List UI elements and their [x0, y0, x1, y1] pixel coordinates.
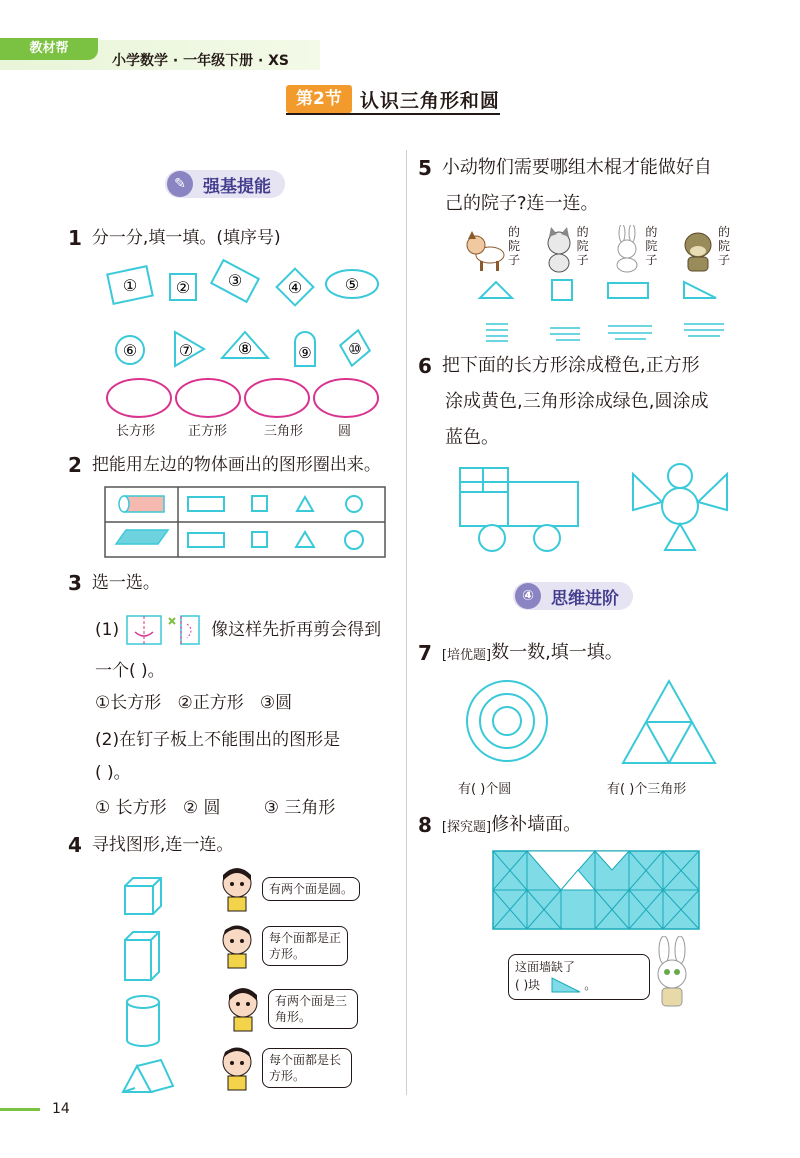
- section-advanced-label: 思维进阶: [551, 588, 619, 609]
- dog-label: 的院子: [508, 225, 521, 267]
- section-basic: [165, 170, 285, 198]
- animal-horse[interactable]: [678, 225, 732, 273]
- cylinder-solid[interactable]: [127, 996, 159, 1046]
- q3-p1-text: 像这样先折再剪会得到: [211, 620, 382, 640]
- yard-square[interactable]: [552, 280, 572, 300]
- animal-rabbit[interactable]: [609, 225, 659, 273]
- category-triangle: 三角形: [264, 424, 304, 439]
- q3-text: 选一选。: [91, 573, 160, 593]
- q1-shape-4: [277, 269, 314, 306]
- q3-p1-label: (1): [95, 620, 120, 640]
- row2-square[interactable]: [252, 532, 267, 547]
- q8-bubble-line1: 这面墙缺了: [515, 960, 576, 974]
- header-subject: 小学数学 · 一年级下册 · XS: [112, 53, 290, 69]
- q8-number: 8: [418, 813, 432, 837]
- q3-p1-options: ①长方形 ②正方形 ③圆: [95, 693, 293, 713]
- stick-group-1[interactable]: [486, 324, 508, 341]
- q1-shape-10: [337, 328, 373, 369]
- q5-animals: [462, 225, 732, 273]
- q4-number: 4: [68, 833, 82, 857]
- q3-p2-options: ① 长方形 ② 圆 ③ 三角形: [95, 798, 336, 818]
- svg-text:⑥: ⑥: [122, 341, 138, 360]
- angel-figure[interactable]: [633, 464, 727, 550]
- horse-icon: [678, 225, 718, 273]
- svg-text:⑧: ⑧: [237, 339, 253, 358]
- q1-shape-6: [116, 336, 144, 364]
- sort-oval-triangle[interactable]: [245, 379, 309, 417]
- q3-number: 3: [68, 571, 82, 595]
- q7-figures: [455, 677, 755, 769]
- q7-caption-circles[interactable]: 有( )个圆: [458, 782, 512, 797]
- q6-text-1: 把下面的长方形涂成橙色,正方形: [441, 355, 700, 376]
- svg-text:④: ④: [287, 278, 303, 297]
- rabbit-label: 的院子: [645, 225, 658, 267]
- svg-text:⑦: ⑦: [178, 341, 194, 360]
- q2-number: 2: [68, 453, 82, 477]
- small-triangle-icon: [550, 976, 582, 994]
- row1-rectangle[interactable]: [188, 497, 224, 511]
- column-divider: [406, 150, 407, 1095]
- q1-number: 1: [68, 226, 82, 250]
- q8-tag: [探究题]: [441, 819, 492, 835]
- svg-text:②: ②: [175, 278, 191, 297]
- q2-table: [104, 486, 386, 558]
- q1-shape-1: [107, 266, 152, 304]
- q3-part1: [95, 614, 381, 646]
- wall-grid: [492, 850, 702, 932]
- section-basic-label: 强基提能: [203, 176, 271, 197]
- q6-text-3: 蓝色。: [445, 427, 499, 448]
- question-6: [418, 353, 708, 451]
- q1-category-labels: [116, 420, 351, 439]
- q4-kid-1: [216, 865, 360, 913]
- row1-square[interactable]: [252, 496, 267, 511]
- concentric-circles: [467, 681, 547, 761]
- cube-solid[interactable]: [125, 878, 161, 914]
- q8-bubble[interactable]: [508, 954, 650, 1000]
- q4-bubble-3[interactable]: 有两个面是三角形。: [268, 989, 358, 1029]
- horse-label: 的院子: [717, 225, 730, 267]
- q4-solids: [115, 870, 175, 1100]
- q1-shape-7: [175, 332, 204, 366]
- dog-icon: [462, 225, 508, 273]
- page-title: [286, 85, 500, 115]
- q1-shape-8: [222, 332, 268, 358]
- header-tag: 教材帮: [0, 38, 98, 60]
- question-2: [68, 452, 381, 478]
- q3-p1-blank: 一个( )。: [95, 661, 165, 681]
- rabbit-mascot-icon: [648, 936, 696, 1012]
- cuboid-solid[interactable]: [125, 932, 159, 980]
- svg-text:⑨: ⑨: [298, 344, 312, 362]
- svg-text:①: ①: [122, 276, 138, 295]
- q4-kid-2: [216, 922, 348, 970]
- q4-bubble-4[interactable]: 每个面都是长方形。: [262, 1048, 352, 1088]
- question-4: [68, 832, 233, 858]
- svg-text:⑩: ⑩: [348, 340, 362, 358]
- animal-dog[interactable]: [462, 225, 522, 273]
- cat-icon: [541, 225, 577, 273]
- q1-shape-9: [295, 332, 315, 366]
- q5-text-2: 己的院子?连一连。: [445, 193, 599, 214]
- q7-caption-triangles[interactable]: 有( )个三角形: [607, 782, 687, 797]
- stick-group-4[interactable]: [684, 324, 724, 336]
- q6-figures: [455, 462, 755, 557]
- svg-text:③: ③: [227, 271, 243, 290]
- prism-object: [116, 530, 168, 544]
- q3-p2-blank: ( )。: [95, 763, 131, 783]
- pencil-icon: ✎: [167, 171, 193, 197]
- stick-group-3[interactable]: [608, 326, 652, 339]
- title-topic: 认识三角形和圆: [359, 89, 500, 112]
- sort-oval-rectangle[interactable]: [107, 379, 171, 417]
- page-number: 14: [52, 1101, 70, 1117]
- cat-label: 的院子: [576, 225, 589, 267]
- q1-shape-5: [326, 270, 378, 298]
- q7-text: 数一数,填一填。: [491, 642, 623, 663]
- girl-avatar-icon: [222, 985, 264, 1033]
- q4-kid-4: [216, 1044, 352, 1092]
- q5-text-1: 小动物们需要哪组木棍才能做好自: [441, 157, 712, 178]
- sort-oval-square[interactable]: [176, 379, 240, 417]
- q8-bubble-end: 。: [584, 978, 597, 992]
- sort-oval-circle[interactable]: [314, 379, 378, 417]
- q1-shape-3: [211, 260, 259, 302]
- row1-circle[interactable]: [346, 496, 362, 512]
- medal-icon: ④: [515, 583, 541, 609]
- question-7: [418, 640, 623, 666]
- rabbit-icon: [609, 225, 645, 273]
- cylinder-object: [119, 496, 164, 512]
- q6-text-2: 涂成黄色,三角形涂成绿色,圆涂成: [445, 391, 709, 412]
- row2-triangle[interactable]: [296, 532, 314, 547]
- category-square: 正方形: [188, 424, 228, 439]
- svg-text:⑤: ⑤: [344, 275, 360, 294]
- q1-text: 分一分,填一填。(填序号): [91, 228, 281, 248]
- question-3: [68, 570, 160, 596]
- question-5: [418, 155, 712, 217]
- q4-bubble-1[interactable]: 有两个面是圆。: [262, 877, 360, 901]
- triangle-grid: [623, 681, 715, 763]
- q1-shapes: [100, 258, 400, 438]
- q4-kid-3: [222, 985, 358, 1033]
- row1-triangle[interactable]: [297, 497, 313, 511]
- q2-text: 把能用左边的物体画出的图形圈出来。: [91, 455, 381, 475]
- yard-triangle[interactable]: [480, 282, 512, 298]
- question-8: [418, 812, 581, 838]
- animal-cat[interactable]: [541, 225, 591, 273]
- fold-cut-icon: [125, 614, 205, 646]
- section-advanced: [513, 582, 633, 610]
- girl-avatar-icon: [216, 865, 258, 913]
- yard-rectangle[interactable]: [608, 283, 648, 298]
- section-badge: 第2节: [286, 85, 352, 113]
- boy-avatar-icon: [216, 1044, 258, 1092]
- category-rectangle: 长方形: [116, 424, 156, 439]
- q7-number: 7: [418, 641, 432, 665]
- yard-right-triangle[interactable]: [684, 282, 716, 298]
- footer-line: [0, 1108, 40, 1111]
- q6-number: 6: [418, 354, 432, 378]
- q5-number: 5: [418, 156, 432, 180]
- q8-text: 修补墙面。: [491, 814, 582, 835]
- q4-bubble-2[interactable]: 每个面都是正方形。: [262, 926, 348, 966]
- stick-group-2[interactable]: [550, 328, 580, 340]
- q7-tag: [培优题]: [441, 647, 492, 663]
- question-1: [68, 225, 281, 251]
- q1-shape-2: [170, 274, 196, 300]
- category-circle: 圆: [338, 424, 352, 439]
- row2-circle[interactable]: [345, 531, 363, 549]
- q3-p2-text: (2)在钉子板上不能围出的图形是: [95, 730, 341, 750]
- q5-shapes-and-sticks: [470, 278, 740, 344]
- row2-rectangle[interactable]: [188, 533, 224, 547]
- triangular-prism-solid[interactable]: [123, 1060, 173, 1092]
- boy-avatar-icon: [216, 922, 258, 970]
- q8-bubble-blank: ( )块: [515, 978, 541, 992]
- truck-figure[interactable]: [460, 468, 578, 551]
- q4-text: 寻找图形,连一连。: [91, 835, 234, 855]
